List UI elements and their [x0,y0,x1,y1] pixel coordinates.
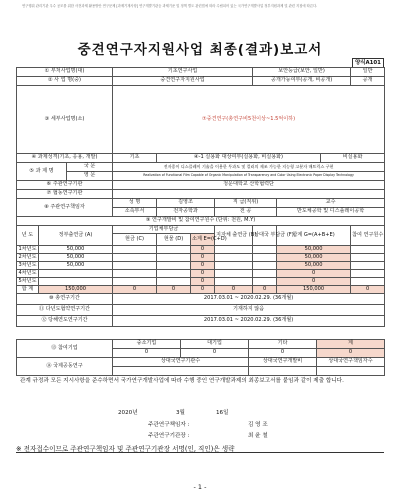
pi-position-label: 직 급(직위) [215,199,277,208]
commercial-value: 비실용화 [321,154,385,163]
report-info-table [16,67,385,327]
funding-cash [113,246,157,254]
funding-subtotal: 0 [191,270,215,278]
funding-local [215,246,253,254]
intl-label: ⑭ 국제공동연구 [17,358,113,376]
funding-head-corp: 기업체부담금 [113,226,215,234]
part-sme-label: 중소기업 [113,340,181,349]
current-year-label: ⑫ 당해연도연구기간 [17,316,113,327]
intl-org-value [249,367,317,376]
funding-year: 4차년도 [18,269,37,276]
funding-inkind [157,246,191,254]
funding-people [351,262,385,270]
funding-head-people: 참여 연구원수 [351,226,385,246]
funding-total: 50,000 [277,262,351,270]
part-total-label: 계 [317,340,385,349]
multi-year-label: ⑪ 다년도협약연구기간 [17,305,113,316]
part-total-value: 0 [317,349,385,358]
funding-row [17,270,385,278]
funding-people [351,278,385,286]
lead-org-value: 청운대학교 산학협력단 [113,181,385,190]
task-title-label: ⑤ 과 제 명 [17,163,67,181]
funding-year: 1차년도 [18,245,37,252]
funding-head-local: 지자체 출연금 (B) [215,226,253,246]
divider [16,452,384,453]
funding-gov [39,270,113,278]
pi-name-value: 김영조 [157,199,215,208]
funding-gov: 50,000 [39,246,113,254]
task-korean-title: 전자종이 디스플레이 기술을 이용한 투과도 및 컬러의 제조 가능한 지능형 고분자 매트릭스 구현 [113,163,385,172]
funding-cash [113,262,157,270]
funding-subtotal: 0 [191,278,215,286]
funding-cash [113,270,157,278]
funding-head-subtotal: 소계 E=(C+D) [191,234,215,246]
intl-org-label: 상대국연구개발비 [249,358,317,367]
footnote: ※ 전자접수이므로 주관연구책임자 및 주관연구기관장 서명(인, 직인)은 생략 [16,445,235,453]
date-day: 16일 [216,410,229,416]
disclosure-label: 공개가능여부(공개, 비공개) [253,77,351,86]
disclosure-value: 공개 [351,77,385,86]
funding-total: 0 [277,270,351,278]
part-etc-value: 0 [249,349,317,358]
ministry-label: ① 부처사업명(대) [17,68,113,77]
funding-title: ⑨ 연구개발비 및 참여연구원수 (단위: 천원, M.Y) [17,217,385,226]
funding-people [351,246,385,254]
intl-person-value [317,367,385,376]
top-note: 연구행위 관리기관 우수 공모를 위한 사전과제 활용방안 연구문제 [과제기재사항] 연구개발기관등 과제기준 및 정책 별도 관련법에 따라 수립되어 있는 국가연구개발사업 정부지원과제 및 관련 지침에 따른다. [22,4,318,8]
funding-row [17,262,385,270]
pi-position-value: 교수 [277,199,385,208]
funding-head-other: 상대국 부담금 (F) [253,226,277,246]
detail-program-label: ③ 세부사업명(소) [17,86,113,154]
funding-total: 0 [277,278,351,286]
declaration-text: 관계 규정과 모든 지시사항을 준수하면서 국가연구개발사업에 따라 수행 중인 연구개발과제의 최종보고서를 붙임과 같이 제출 합니다. [20,378,344,384]
intl-person-label: 상대국연구책임자수 [317,358,385,367]
funding-inkind [157,270,191,278]
participation-table [16,339,385,376]
funding-year: 5차년도 [18,277,37,284]
part-large-value: 0 [181,349,249,358]
funding-total: 50,000 [277,246,351,254]
funding-row [17,246,385,254]
coop-org-label: ⑦ 협동연구기관 [17,190,113,199]
funding-head-year: 년 도 [17,226,39,246]
funding-head-total: 합계 G=(A+B+E) [277,226,351,246]
funding-local [215,278,253,286]
pi-major-label: 전 공 [215,208,277,217]
funding-subtotal: 0 [191,246,215,254]
funding-other [253,254,277,262]
coop-org-value [113,190,385,199]
funding-total-gov: 150,000 [39,286,113,294]
pi-major-value: 반도체공학 및 디스플레이공학 [277,208,385,217]
funding-total-other: 0 [253,286,277,294]
funding-row [17,278,385,286]
page-number: - 1 - [193,483,207,491]
funding-total-inkind: 0 [157,286,191,294]
pi-label: ⑧ 주관연구책임자 [17,199,113,217]
funding-total-local: 0 [215,286,253,294]
task-english-label: 영 문 [67,172,113,181]
detail-program-value: ⑦중견연구(총연구비5천이상~1.5억이하) [113,86,385,154]
funding-subtotal: 0 [191,254,215,262]
funding-total-row [17,286,385,294]
funding-local [215,262,253,270]
pi-name-label: 성 명 [113,199,157,208]
program-label: ② 사 업 명(중) [17,77,113,86]
period-value: 2017.03.01 ~ 2020.02.29. (36개월) [113,294,385,305]
funding-gov: 50,000 [39,262,113,270]
funding-total-total: 150,000 [277,286,351,294]
page-title: 중견연구자지원사업 최종(결과)보고서 [77,42,323,58]
funding-row [17,254,385,262]
task-nature-label: ④ 과제성격(기초, 응용, 개발) [17,154,113,163]
part-large-label: 대기업 [181,340,249,349]
security-value: 일반 [351,68,385,77]
funding-subtotal: 0 [191,262,215,270]
head-sign-name: 최 윤 철 [248,433,268,439]
form-tag: 양식A101 [352,58,384,68]
funding-total-people: 0 [351,286,385,294]
task-nature-value: 기초 [113,154,157,163]
funding-people [351,270,385,278]
date-year: 2020년 [118,410,138,416]
multi-year-value: 기재하지 않음 [113,305,385,316]
intl-country-label: 상대국연구기관수 [113,358,249,367]
funding-cash [113,278,157,286]
funding-head-cash: 현금 (C) [113,234,157,246]
funding-other [253,270,277,278]
funding-people [351,254,385,262]
funding-local [215,270,253,278]
part-label: ⑬ 참여기업 [17,340,113,358]
date-month: 3월 [176,410,185,416]
funding-total-cash: 0 [113,286,157,294]
funding-year: 3차년도 [18,261,37,268]
ministry-value: 기초연구사업 [113,68,253,77]
part-etc-label: 기타 [249,340,317,349]
lead-org-label: ⑥ 주관연구기관 [17,181,113,190]
funding-other [253,262,277,270]
funding-other [253,278,277,286]
program-value: 중견연구자지원사업 [113,77,253,86]
funding-year: 2차년도 [18,253,37,260]
funding-local [215,254,253,262]
current-year-value: 2017.03.01 ~ 2020.02.29. (36개월) [113,316,385,327]
commercial-label: ④-1 실용화 대상여부(실용화, 비실용화) [157,154,321,163]
pi-sign-name: 김 영 조 [248,422,268,428]
task-english-title: Realization of Functional Film Capable of Organic Manipulation of Transparency and Color Using Electronic Paper Display Technology [113,172,385,181]
funding-cash [113,254,157,262]
funding-inkind [157,254,191,262]
funding-inkind [157,278,191,286]
funding-total-subtotal: 0 [191,286,215,294]
head-sign-label: 주관연구기관장 : [148,433,190,439]
task-korean-label: 국 문 [67,163,113,172]
pi-sign-label: 주관연구책임자 : [148,422,190,428]
period-label: ⑩ 총연구기간 [17,294,113,305]
pi-dept-value: 전자공학과 [157,208,215,217]
funding-gov [39,278,113,286]
funding-inkind [157,262,191,270]
part-sme-value: 0 [113,349,181,358]
intl-country-value [113,367,249,376]
funding-head-inkind: 현물 (D) [157,234,191,246]
funding-total: 50,000 [277,254,351,262]
funding-other [253,246,277,254]
funding-total-year: 합 계 [17,286,39,294]
pi-dept-label: 소속부서 [113,208,157,217]
security-label: 보안등급(보안, 일반) [253,68,351,77]
funding-head-gov: 정부출연금 (A) [39,226,113,246]
funding-gov: 50,000 [39,254,113,262]
